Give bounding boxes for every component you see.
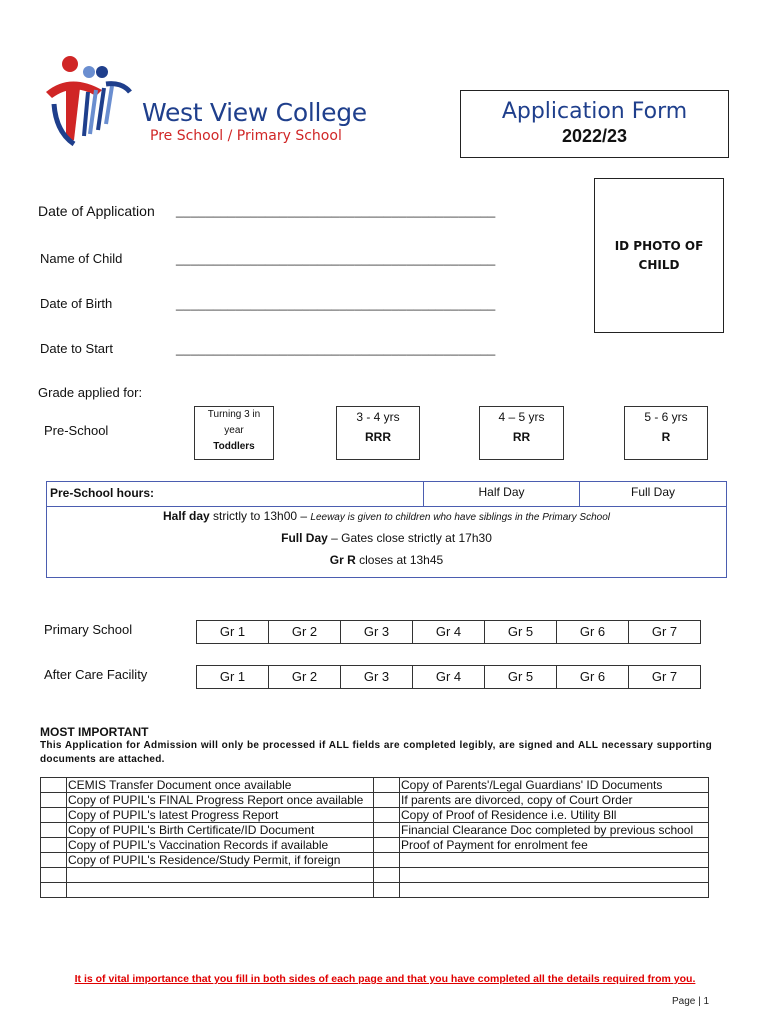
primary-grade-2[interactable]: Gr 2: [268, 621, 340, 643]
document-item-left: [67, 868, 374, 883]
r-grade: R: [661, 430, 671, 444]
hours-label: Pre-School hours:: [50, 486, 155, 500]
primary-grade-5[interactable]: Gr 5: [484, 621, 556, 643]
document-checkbox-right[interactable]: [374, 808, 400, 823]
primary-grade-7[interactable]: Gr 7: [628, 621, 700, 643]
document-row: [41, 778, 709, 793]
grade-box-r[interactable]: [624, 406, 708, 460]
document-item-left: Copy of PUPIL's latest Progress Report: [67, 808, 374, 823]
document-checkbox-right[interactable]: [374, 883, 400, 898]
grade-box-rrr[interactable]: [336, 406, 420, 460]
document-checkbox-right[interactable]: [374, 778, 400, 793]
primary-grade-1[interactable]: Gr 1: [219, 624, 246, 639]
full-day-option[interactable]: Full Day: [580, 482, 726, 507]
document-checkbox-right[interactable]: [374, 868, 400, 883]
aftercare-grade-1[interactable]: Gr 1: [219, 669, 246, 684]
form-year: 2022/23: [561, 126, 628, 146]
preschool-hours-box: [46, 481, 727, 578]
document-checkbox-left[interactable]: [41, 778, 67, 793]
document-checkbox-left[interactable]: [41, 868, 67, 883]
form-title: Application Form: [501, 99, 688, 124]
aftercare-grade-7[interactable]: Gr 7: [628, 666, 700, 688]
aftercare-grade-6[interactable]: Gr 6: [556, 666, 628, 688]
hours-note-1-italic: Leeway is given to children who have siblings in the Primary School: [310, 512, 610, 523]
document-checkbox-right[interactable]: [374, 793, 400, 808]
document-row: [41, 808, 709, 823]
grade-applied-label: Grade applied for:: [38, 385, 143, 400]
photo-label-1: ID PHOTO OF: [614, 239, 704, 253]
hours-label-cell: [47, 482, 424, 507]
form-title-box: [460, 90, 729, 158]
document-checkbox-left[interactable]: [41, 883, 67, 898]
document-item-left: Copy of PUPIL's FINAL Progress Report once available: [67, 793, 374, 808]
date-of-birth-field[interactable]: ___________________________________________: [176, 296, 496, 311]
hours-note-2: [47, 531, 726, 545]
hours-note-3: [47, 553, 726, 567]
document-item-right: Copy of Proof of Residence i.e. Utility Bll: [400, 808, 709, 823]
hours-note-3-bold: Gr R: [329, 553, 356, 567]
document-item-right: Copy of Parents'/Legal Guardians' ID Documents: [400, 778, 709, 793]
hours-note-3-text: closes at 13h45: [355, 553, 444, 567]
rr-age: 4 – 5 yrs: [498, 410, 545, 424]
footer-note: It is of vital importance that you fill in both sides of each page and that you have completed all the details required from you.: [74, 973, 696, 985]
document-checkbox-left[interactable]: [41, 853, 67, 868]
document-checkbox-left[interactable]: [41, 823, 67, 838]
toddlers-line-1: Turning 3 in: [207, 409, 261, 420]
primary-grade-3[interactable]: Gr 3: [340, 621, 412, 643]
document-row: [41, 823, 709, 838]
document-item-left: Copy of PUPIL's Residence/Study Permit, if foreign: [67, 853, 374, 868]
hours-note-1: [47, 509, 726, 523]
page-number: Page | 1: [672, 996, 710, 1007]
hours-note-2-text: – Gates close strictly at 17h30: [327, 531, 492, 545]
date-of-application-label: Date of Application: [38, 203, 155, 219]
documents-table: [40, 777, 709, 898]
hours-note-1-text: strictly to 13h00 –: [209, 509, 311, 523]
grade-box-toddlers[interactable]: [194, 406, 274, 460]
document-item-right: [400, 853, 709, 868]
primary-grade-6[interactable]: Gr 6: [556, 621, 628, 643]
half-day-option[interactable]: Half Day: [424, 482, 580, 507]
date-of-application-field[interactable]: ___________________________________________: [176, 203, 496, 218]
document-checkbox-left[interactable]: [41, 808, 67, 823]
hours-note-2-bold: Full Day: [281, 531, 328, 545]
primary-school-label: Primary School: [44, 622, 133, 637]
rr-grade: RR: [512, 430, 531, 444]
aftercare-grade-2[interactable]: Gr 2: [268, 666, 340, 688]
document-checkbox-left[interactable]: [41, 838, 67, 853]
r-age: 5 - 6 yrs: [644, 410, 688, 424]
aftercare-grade-3[interactable]: Gr 3: [340, 666, 412, 688]
hours-note-1-bold: Half day: [162, 509, 210, 523]
after-care-label: After Care Facility: [44, 667, 148, 682]
document-row: [41, 883, 709, 898]
important-heading: MOST IMPORTANT: [40, 725, 149, 739]
document-item-left: Copy of PUPIL's Vaccination Records if available: [67, 838, 374, 853]
name-of-child-label: Name of Child: [40, 251, 123, 266]
document-checkbox-left[interactable]: [41, 793, 67, 808]
document-row: [41, 838, 709, 853]
document-checkbox-right[interactable]: [374, 838, 400, 853]
aftercare-grade-4[interactable]: Gr 4: [412, 666, 484, 688]
document-item-right: Financial Clearance Doc completed by previous school: [400, 823, 709, 838]
logo-name: West View College: [142, 98, 367, 127]
document-item-right: [400, 868, 709, 883]
preschool-label: Pre-School: [44, 423, 109, 438]
toddlers-line-2: year: [224, 425, 244, 436]
document-checkbox-right[interactable]: [374, 853, 400, 868]
document-item-left: Copy of PUPIL's Birth Certificate/ID Document: [67, 823, 374, 838]
logo-subtitle: Pre School / Primary School: [150, 128, 342, 144]
college-logo: [38, 48, 410, 150]
document-item-right: If parents are divorced, copy of Court Order: [400, 793, 709, 808]
document-item-left: [67, 883, 374, 898]
important-text: This Application for Admission will only be processed if ALL fields are completed legibly, are signed and ALL necessary supporting documents are attached.: [40, 740, 712, 765]
primary-grade-row: [196, 620, 701, 644]
document-row: [41, 868, 709, 883]
rrr-age: 3 - 4 yrs: [356, 410, 400, 424]
aftercare-grade-5[interactable]: Gr 5: [484, 666, 556, 688]
logo-emblem-icon: [40, 52, 140, 152]
document-item-right: Proof of Payment for enrolment fee: [400, 838, 709, 853]
document-item-right: [400, 883, 709, 898]
aftercare-grade-row: [196, 665, 701, 689]
grade-box-rr[interactable]: [479, 406, 564, 460]
document-row: [41, 793, 709, 808]
document-item-left: CEMIS Transfer Document once available: [67, 778, 374, 793]
name-of-child-field[interactable]: ___________________________________________: [176, 251, 496, 266]
date-to-start-field[interactable]: ___________________________________________: [176, 341, 496, 356]
toddlers-line-3: Toddlers: [213, 441, 255, 452]
rrr-grade: RRR: [365, 430, 391, 444]
id-photo-box[interactable]: [594, 178, 724, 333]
date-to-start-label: Date to Start: [40, 341, 113, 356]
primary-grade-4[interactable]: Gr 4: [412, 621, 484, 643]
document-row: [41, 853, 709, 868]
document-checkbox-right[interactable]: [374, 823, 400, 838]
date-of-birth-label: Date of Birth: [40, 296, 113, 311]
photo-label-2: CHILD: [638, 258, 680, 272]
